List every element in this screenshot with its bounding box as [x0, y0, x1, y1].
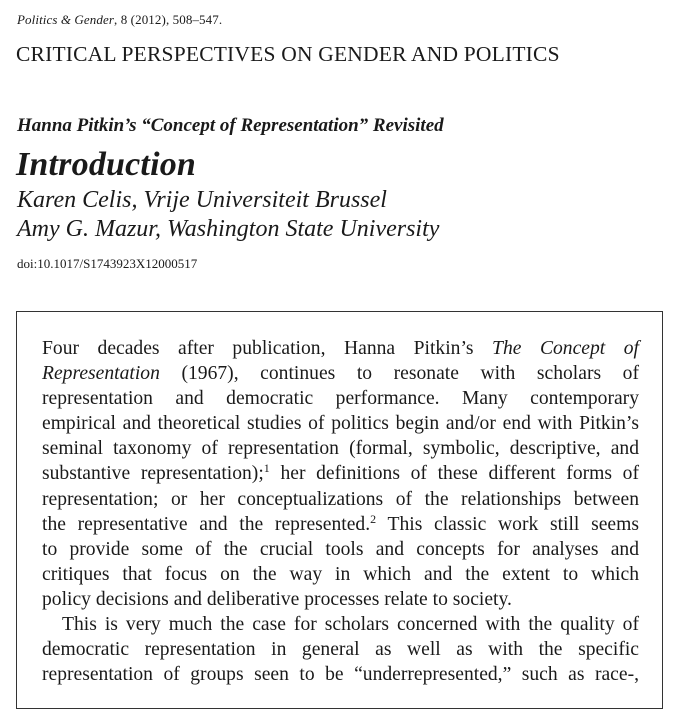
paragraph	[42, 336, 639, 612]
text-line: policy decisions and deliberative processes relate to society.	[42, 588, 512, 610]
text-line: critiques that focus on the way in which and the extent to which	[42, 563, 639, 585]
book-title-part: Representation	[42, 363, 160, 385]
body-text-box	[16, 311, 663, 709]
footnote-marker[interactable]: 2	[370, 511, 377, 526]
journal-volume-pages: , 8 (2012), 508–547.	[114, 12, 223, 27]
text-line: representation; or her conceptualizations of the relationships between	[42, 488, 639, 510]
text-line: democratic representation in general as well as with the specific	[42, 639, 639, 661]
text-line: seminal taxonomy of representation (formal, symbolic, descriptive, and	[42, 438, 639, 460]
article-title: Introduction	[16, 146, 197, 183]
paragraph	[42, 612, 639, 687]
body-text	[42, 336, 639, 687]
author-line: Amy G. Mazur, Washington State University	[17, 216, 440, 242]
footnote-marker[interactable]: 1	[263, 461, 270, 476]
book-title-part: The Concept of	[492, 338, 639, 359]
text-line: the representative and the represented.$^2$ This classic work still seems	[42, 511, 639, 535]
text-line: empirical and theoretical studies of politics begin and/or end with Pitkin’s	[42, 413, 639, 435]
symposium-title: Hanna Pitkin’s “Concept of Representation” Revisited	[17, 115, 444, 136]
text-line: Representation (1967), continues to resonate with scholars of	[42, 363, 639, 385]
journal-citation	[17, 12, 222, 28]
doi: doi:10.1017/S1743923X12000517	[17, 256, 198, 271]
text-line: substantive representation);$^1$ her definitions of these different forms of	[42, 461, 639, 485]
author-line: Karen Celis, Vrije Universiteit Brussel	[17, 187, 387, 213]
text-line: to provide some of the crucial tools and concepts for analyses and	[42, 538, 639, 560]
text-line: This is very much the case for scholars concerned with the quality of	[62, 614, 639, 636]
journal-name: Politics & Gender	[17, 12, 115, 27]
text-line: representation and democratic performance. Many contemporary	[42, 388, 639, 410]
text-line: Four decades after publication, Hanna Pitkin’s The Concept of	[42, 338, 639, 359]
text-line: representation of groups seen to be “underrepresented,” such as race-,	[42, 664, 639, 686]
section-heading: CRITICAL PERSPECTIVES ON GENDER AND POLITICS	[16, 42, 560, 66]
